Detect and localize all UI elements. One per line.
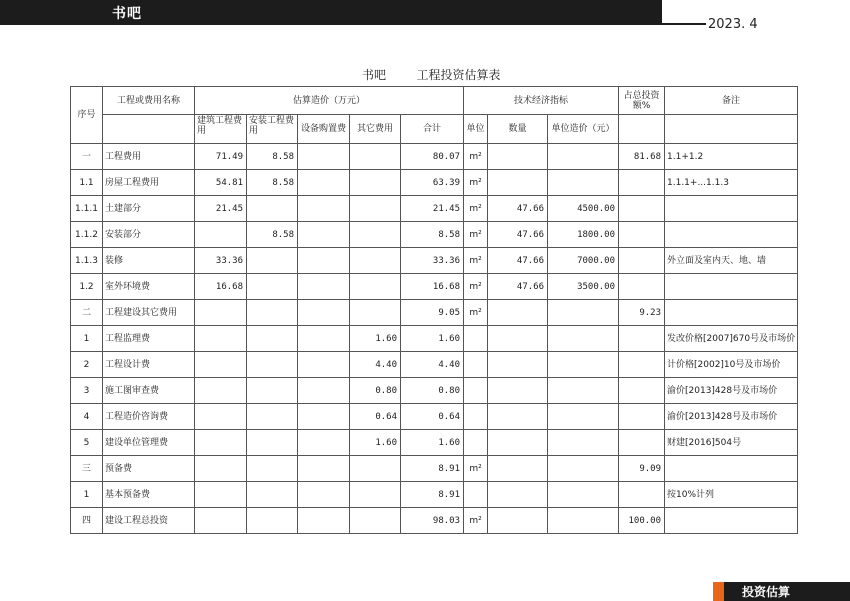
cell-name: 装修 [103,248,195,274]
cell-install [247,196,298,222]
cell-name: 施工图审查费 [103,378,195,404]
table-row [71,196,798,222]
cell-unit-price [548,352,619,378]
cell-other: 4.40 [350,352,401,378]
cell-seq: 四 [71,508,103,534]
cell-building: 16.68 [195,274,247,300]
header-ratio-blank [619,115,665,144]
cell-name: 建设单位管理费 [103,430,195,456]
cell-unit [464,352,488,378]
cell-total: 9.05 [401,300,464,326]
cell-install [247,378,298,404]
table-title: 书吧 工程投资估算表 [362,68,501,82]
investment-table-wrapper [70,86,798,534]
cell-total: 4.40 [401,352,464,378]
cell-remark: 外立面及室内天、地、墙 [665,248,798,274]
table-row [71,274,798,300]
cell-building: 21.45 [195,196,247,222]
table-row [71,352,798,378]
cell-ratio [619,196,665,222]
cell-unit: m² [464,508,488,534]
cell-equipment [298,300,350,326]
cell-install [247,274,298,300]
investment-estimate-table [70,86,798,534]
cell-name: 工程建设其它费用 [103,300,195,326]
cell-name: 安装部分 [103,222,195,248]
cell-install: 8.58 [247,144,298,170]
cell-equipment [298,248,350,274]
cell-unit: m² [464,170,488,196]
cell-building [195,352,247,378]
header-other: 其它费用 [350,115,401,144]
cell-remark: 1.1.1+...1.1.3 [665,170,798,196]
cell-seq: 1.2 [71,274,103,300]
cell-other: 0.80 [350,378,401,404]
cell-total: 33.36 [401,248,464,274]
cell-unit-price [548,482,619,508]
cell-unit: m² [464,274,488,300]
cell-total: 8.58 [401,222,464,248]
cell-equipment [298,196,350,222]
cell-unit [464,482,488,508]
cell-qty [488,404,548,430]
cell-remark [665,274,798,300]
cell-ratio: 100.00 [619,508,665,534]
cell-install [247,404,298,430]
cell-unit [464,378,488,404]
cell-name: 工程费用 [103,144,195,170]
cell-building [195,378,247,404]
cell-total: 1.60 [401,430,464,456]
cell-install [247,248,298,274]
cell-equipment [298,378,350,404]
cell-install: 8.58 [247,222,298,248]
header-black-band [0,0,662,23]
header-tech: 技术经济指标 [464,87,619,115]
cell-equipment [298,144,350,170]
header-unit: 单位 [464,115,488,144]
cell-total: 63.39 [401,170,464,196]
cell-name: 房屋工程费用 [103,170,195,196]
cell-unit-price [548,508,619,534]
cell-unit-price [548,170,619,196]
cell-qty [488,352,548,378]
table-row [71,430,798,456]
cell-other: 1.60 [350,326,401,352]
header-name-blank [103,115,195,144]
table-row [71,482,798,508]
cell-unit [464,430,488,456]
table-row [71,248,798,274]
cell-unit: m² [464,248,488,274]
document-date: 2023. 4 [708,17,758,32]
header-remark: 备注 [665,87,798,115]
cell-ratio [619,170,665,196]
cell-seq: 1.1.3 [71,248,103,274]
table-row [71,456,798,482]
cell-name: 工程造价咨询费 [103,404,195,430]
cell-seq: 4 [71,404,103,430]
cell-install [247,508,298,534]
cell-other [350,170,401,196]
cell-qty [488,144,548,170]
cell-other [350,196,401,222]
table-row [71,144,798,170]
cell-seq: 1 [71,326,103,352]
cell-ratio [619,326,665,352]
cell-unit: m² [464,196,488,222]
cell-seq: 5 [71,430,103,456]
cell-qty [488,170,548,196]
cell-other [350,508,401,534]
cell-equipment [298,222,350,248]
cell-other [350,274,401,300]
cell-seq: 3 [71,378,103,404]
header-equipment: 设备购置费 [298,115,350,144]
header-total: 合计 [401,115,464,144]
cell-equipment [298,326,350,352]
cell-unit-price [548,326,619,352]
cell-building: 33.36 [195,248,247,274]
header-rule [0,23,706,25]
cell-install [247,456,298,482]
cell-qty [488,300,548,326]
header-install: 安装工程费用 [247,115,298,144]
cell-total: 0.80 [401,378,464,404]
cell-qty [488,326,548,352]
cell-unit-price: 1800.00 [548,222,619,248]
cell-building: 71.49 [195,144,247,170]
cell-qty [488,430,548,456]
cell-name: 建设工程总投资 [103,508,195,534]
cell-building [195,300,247,326]
cell-install: 8.58 [247,170,298,196]
header-estimate: 估算造价（万元） [195,87,464,115]
cell-install [247,482,298,508]
table-row [71,326,798,352]
cell-building [195,222,247,248]
cell-equipment [298,352,350,378]
header-row-1 [71,87,798,115]
cell-building: 54.81 [195,170,247,196]
cell-unit-price [548,430,619,456]
cell-name: 预备费 [103,456,195,482]
cell-qty [488,456,548,482]
cell-remark: 财建[2016]504号 [665,430,798,456]
cell-unit [464,326,488,352]
cell-unit [464,404,488,430]
cell-ratio [619,430,665,456]
cell-install [247,300,298,326]
cell-seq: 1.1 [71,170,103,196]
cell-building [195,508,247,534]
table-row [71,508,798,534]
footer-orange-accent [713,582,724,601]
cell-building [195,404,247,430]
table-row [71,378,798,404]
header-unit-price: 单位造价（元） [548,115,619,144]
header-building: 建筑工程费用 [195,115,247,144]
cell-total: 1.60 [401,326,464,352]
cell-unit: m² [464,456,488,482]
cell-name: 室外环境费 [103,274,195,300]
cell-unit-price [548,378,619,404]
cell-unit-price: 7000.00 [548,248,619,274]
cell-other [350,456,401,482]
cell-total: 21.45 [401,196,464,222]
cell-install [247,352,298,378]
cell-ratio: 9.09 [619,456,665,482]
cell-total: 98.03 [401,508,464,534]
cell-equipment [298,456,350,482]
cell-install [247,326,298,352]
cell-other: 1.60 [350,430,401,456]
cell-total: 8.91 [401,482,464,508]
brand-title: 书吧 [112,6,142,22]
cell-remark: 发改价格[2007]670号及市场价 [665,326,798,352]
cell-name: 土建部分 [103,196,195,222]
cell-seq: 1 [71,482,103,508]
cell-remark: 计价格[2002]10号及市场价 [665,352,798,378]
cell-other [350,144,401,170]
cell-total: 80.07 [401,144,464,170]
cell-equipment [298,430,350,456]
cell-remark [665,508,798,534]
cell-equipment [298,404,350,430]
cell-remark [665,456,798,482]
header-qty: 数量 [488,115,548,144]
cell-seq: 2 [71,352,103,378]
cell-ratio: 81.68 [619,144,665,170]
cell-equipment [298,482,350,508]
table-body [71,144,798,534]
header-remark-blank [665,115,798,144]
header-name: 工程或费用名称 [103,87,195,115]
cell-remark: 按10%计列 [665,482,798,508]
cell-name: 工程监理费 [103,326,195,352]
cell-remark [665,196,798,222]
cell-ratio [619,404,665,430]
cell-other [350,222,401,248]
cell-total: 0.64 [401,404,464,430]
cell-unit-price [548,456,619,482]
cell-ratio [619,378,665,404]
cell-unit-price: 4500.00 [548,196,619,222]
cell-total: 8.91 [401,456,464,482]
cell-unit-price: 3500.00 [548,274,619,300]
cell-qty: 47.66 [488,196,548,222]
cell-remark [665,300,798,326]
cell-ratio [619,222,665,248]
cell-unit-price [548,144,619,170]
table-row [71,300,798,326]
cell-remark: 渝价[2013]428号及市场价 [665,404,798,430]
header-seq: 序号 [71,87,103,144]
cell-qty: 47.66 [488,248,548,274]
cell-name: 基本预备费 [103,482,195,508]
footer-section-label: 投资估算 [742,585,791,599]
table-row [71,404,798,430]
cell-other [350,482,401,508]
table-row [71,170,798,196]
cell-install [247,430,298,456]
cell-equipment [298,274,350,300]
cell-unit-price [548,404,619,430]
cell-qty [488,378,548,404]
cell-seq: 三 [71,456,103,482]
cell-total: 16.68 [401,274,464,300]
cell-qty: 47.66 [488,274,548,300]
cell-ratio: 9.23 [619,300,665,326]
cell-ratio [619,248,665,274]
cell-equipment [298,508,350,534]
cell-seq: 1.1.1 [71,196,103,222]
cell-remark [665,222,798,248]
table-row [71,222,798,248]
cell-other [350,300,401,326]
cell-unit: m² [464,222,488,248]
cell-building [195,326,247,352]
cell-other [350,248,401,274]
cell-ratio [619,482,665,508]
cell-equipment [298,170,350,196]
cell-other: 0.64 [350,404,401,430]
cell-name: 工程设计费 [103,352,195,378]
cell-qty [488,508,548,534]
cell-unit: m² [464,144,488,170]
cell-unit: m² [464,300,488,326]
cell-building [195,456,247,482]
cell-unit-price [548,300,619,326]
cell-qty: 47.66 [488,222,548,248]
cell-remark: 1.1+1.2 [665,144,798,170]
cell-seq: 二 [71,300,103,326]
cell-building [195,430,247,456]
cell-remark: 渝价[2013]428号及市场价 [665,378,798,404]
cell-qty [488,482,548,508]
cell-ratio [619,352,665,378]
cell-ratio [619,274,665,300]
cell-building [195,482,247,508]
cell-seq: 一 [71,144,103,170]
header-row-2 [71,115,798,144]
header-ratio: 占总投资额% [619,87,665,115]
cell-seq: 1.1.2 [71,222,103,248]
